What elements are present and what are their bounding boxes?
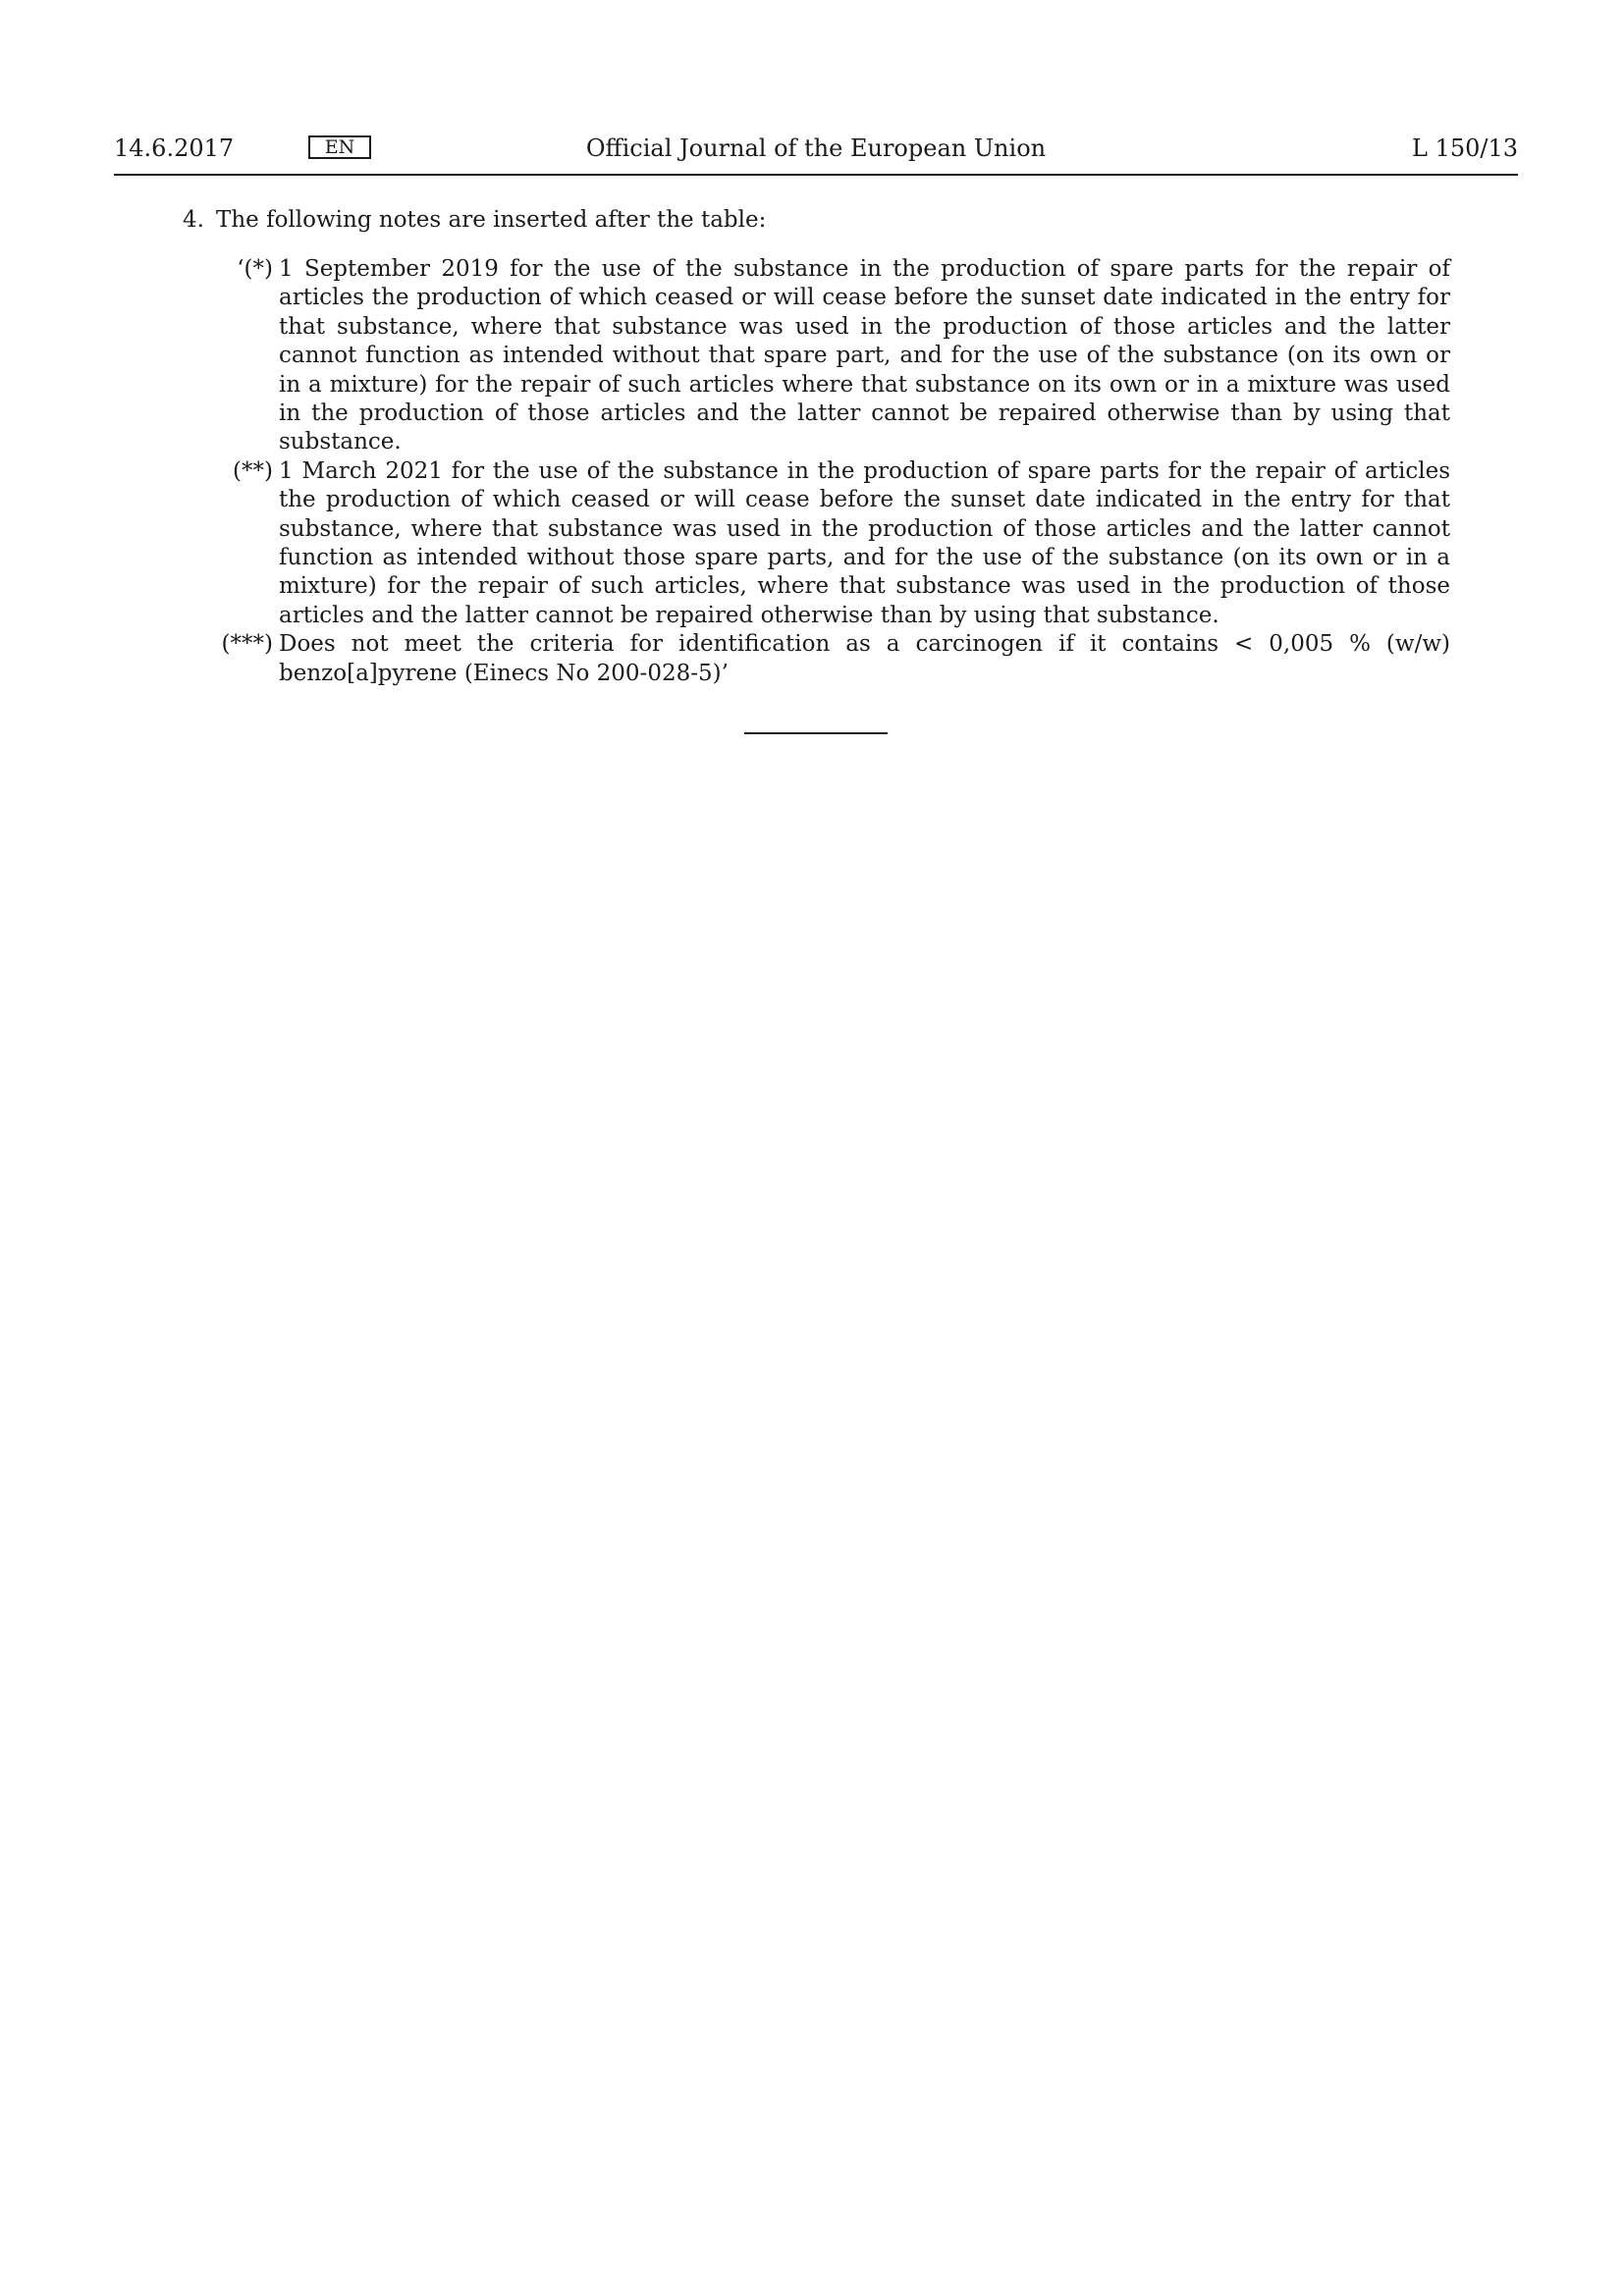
- page-reference: L 150/13: [1412, 134, 1518, 162]
- amendment-item: [183, 205, 766, 235]
- footnote: [218, 255, 1450, 457]
- footnote: [218, 630, 1450, 688]
- item-number: 4.: [183, 207, 204, 233]
- journal-title: Official Journal of the European Union: [585, 134, 1047, 162]
- page-header: [114, 133, 1518, 173]
- end-divider: [744, 732, 888, 734]
- footnote-marker: (**): [233, 457, 273, 484]
- footnote-text: 1 September 2019 for the use of the substance in the production of spare parts for the repair of articles the production of which ceased or will cease before the sunset date indicated in the entry for that substance, where that substance was used in the production of those articles and the latter cannot function as intended without that spare part, and for the use of the substance (on its own or in a mixture) for the repair of such articles where that substance on its own or in a mixture was used in the production of those articles and the latter cannot be repaired otherwise than by using that substance.: [279, 256, 1450, 455]
- footnote-marker: ‘(*): [237, 256, 273, 282]
- footnote-text: 1 March 2021 for the use of the substance in the production of spare parts for the repair of articles the production of which ceased or will cease before the sunset date indicated in the entry for that substance, where that substance was used in the production of those articles and the latter cannot function as intended without those spare parts, and for the use of the substance (on its own or in a mixture) for the repair of such articles, where that substance was used in the production of those articles and the latter cannot be repaired otherwise than by using that substance.: [279, 457, 1450, 628]
- header-divider: [114, 174, 1518, 176]
- footnote: [218, 457, 1450, 630]
- footnote-marker: (***): [221, 631, 273, 658]
- item-text: The following notes are inserted after the table:: [216, 207, 767, 233]
- publication-date: 14.6.2017: [114, 134, 235, 162]
- footnotes-list: [218, 255, 1450, 688]
- footnote-text: Does not meet the criteria for identification as a carcinogen if it contains < 0,005 % (w/w) benzo[a]pyrene (Einecs No 200-028-5)’: [279, 631, 1450, 686]
- language-badge: EN: [308, 135, 371, 159]
